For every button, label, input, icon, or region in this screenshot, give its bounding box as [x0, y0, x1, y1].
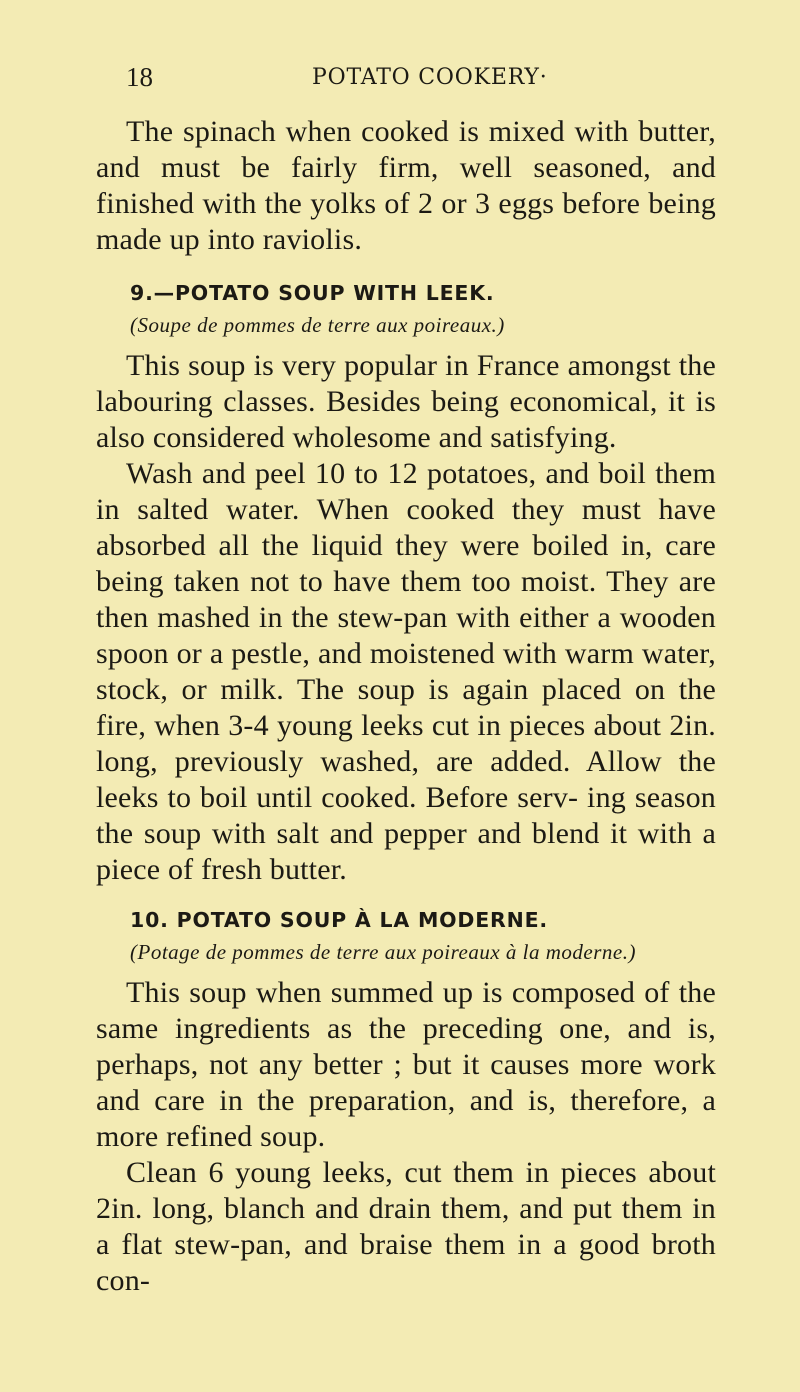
- recipe-9-paragraph: Wash and peel 10 to 12 potatoes, and boil them in salted water. When cooked they must have absorbed all the liquid they were boiled in, care being taken not to have them too moist. They are then mashed in the stew-pan with either a wooden spoon or a pestle, and moistened with warm water, stock, or milk. The soup is again placed on the fire, when 3-4 young leeks cut in pieces about 2in. long, previously washed, are added. Allow the leeks to boil until cooked. Before serv- ing season the soup with salt and pepper and blend it with a piece of fresh butter.: [96, 457, 716, 886]
- book-page: [96, 62, 716, 1299]
- recipe-9-heading: 9.—POTATO SOUP WITH LEEK.: [130, 281, 495, 305]
- page-number: 18: [126, 62, 153, 92]
- recipe-9-paragraph: This soup is very popular in France amongst the labouring classes. Besides being economical, it is also considered wholesome and satisfying.: [96, 349, 716, 454]
- recipe-10-subtitle: (Potage de pommes de terre aux poireaux à la moderne.): [130, 940, 636, 964]
- running-title: POTATO COOKERY·: [312, 65, 548, 90]
- intro-paragraph: The spinach when cooked is mixed with butter, and must be fairly firm, well seasoned, and finished with the yolks of 2 or 3 eggs before being made up into raviolis.: [96, 115, 716, 256]
- recipe-10-paragraph: This soup when summed up is composed of the same ingredients as the preceding one, and is, perhaps, not any better ; but it causes more work and care in the preparation, and is, therefore, a more refined soup.: [96, 976, 716, 1153]
- recipe-10-heading: 10. POTATO SOUP À LA MODERNE.: [130, 908, 548, 932]
- recipe-9-subtitle: (Soupe de pommes de terre aux poireaux.): [130, 313, 505, 337]
- page-header: [96, 62, 716, 102]
- recipe-10-paragraph: Clean 6 young leeks, cut them in pieces about 2in. long, blanch and drain them, and put them in a flat stew-pan, and braise them in a good broth con-: [96, 1156, 716, 1297]
